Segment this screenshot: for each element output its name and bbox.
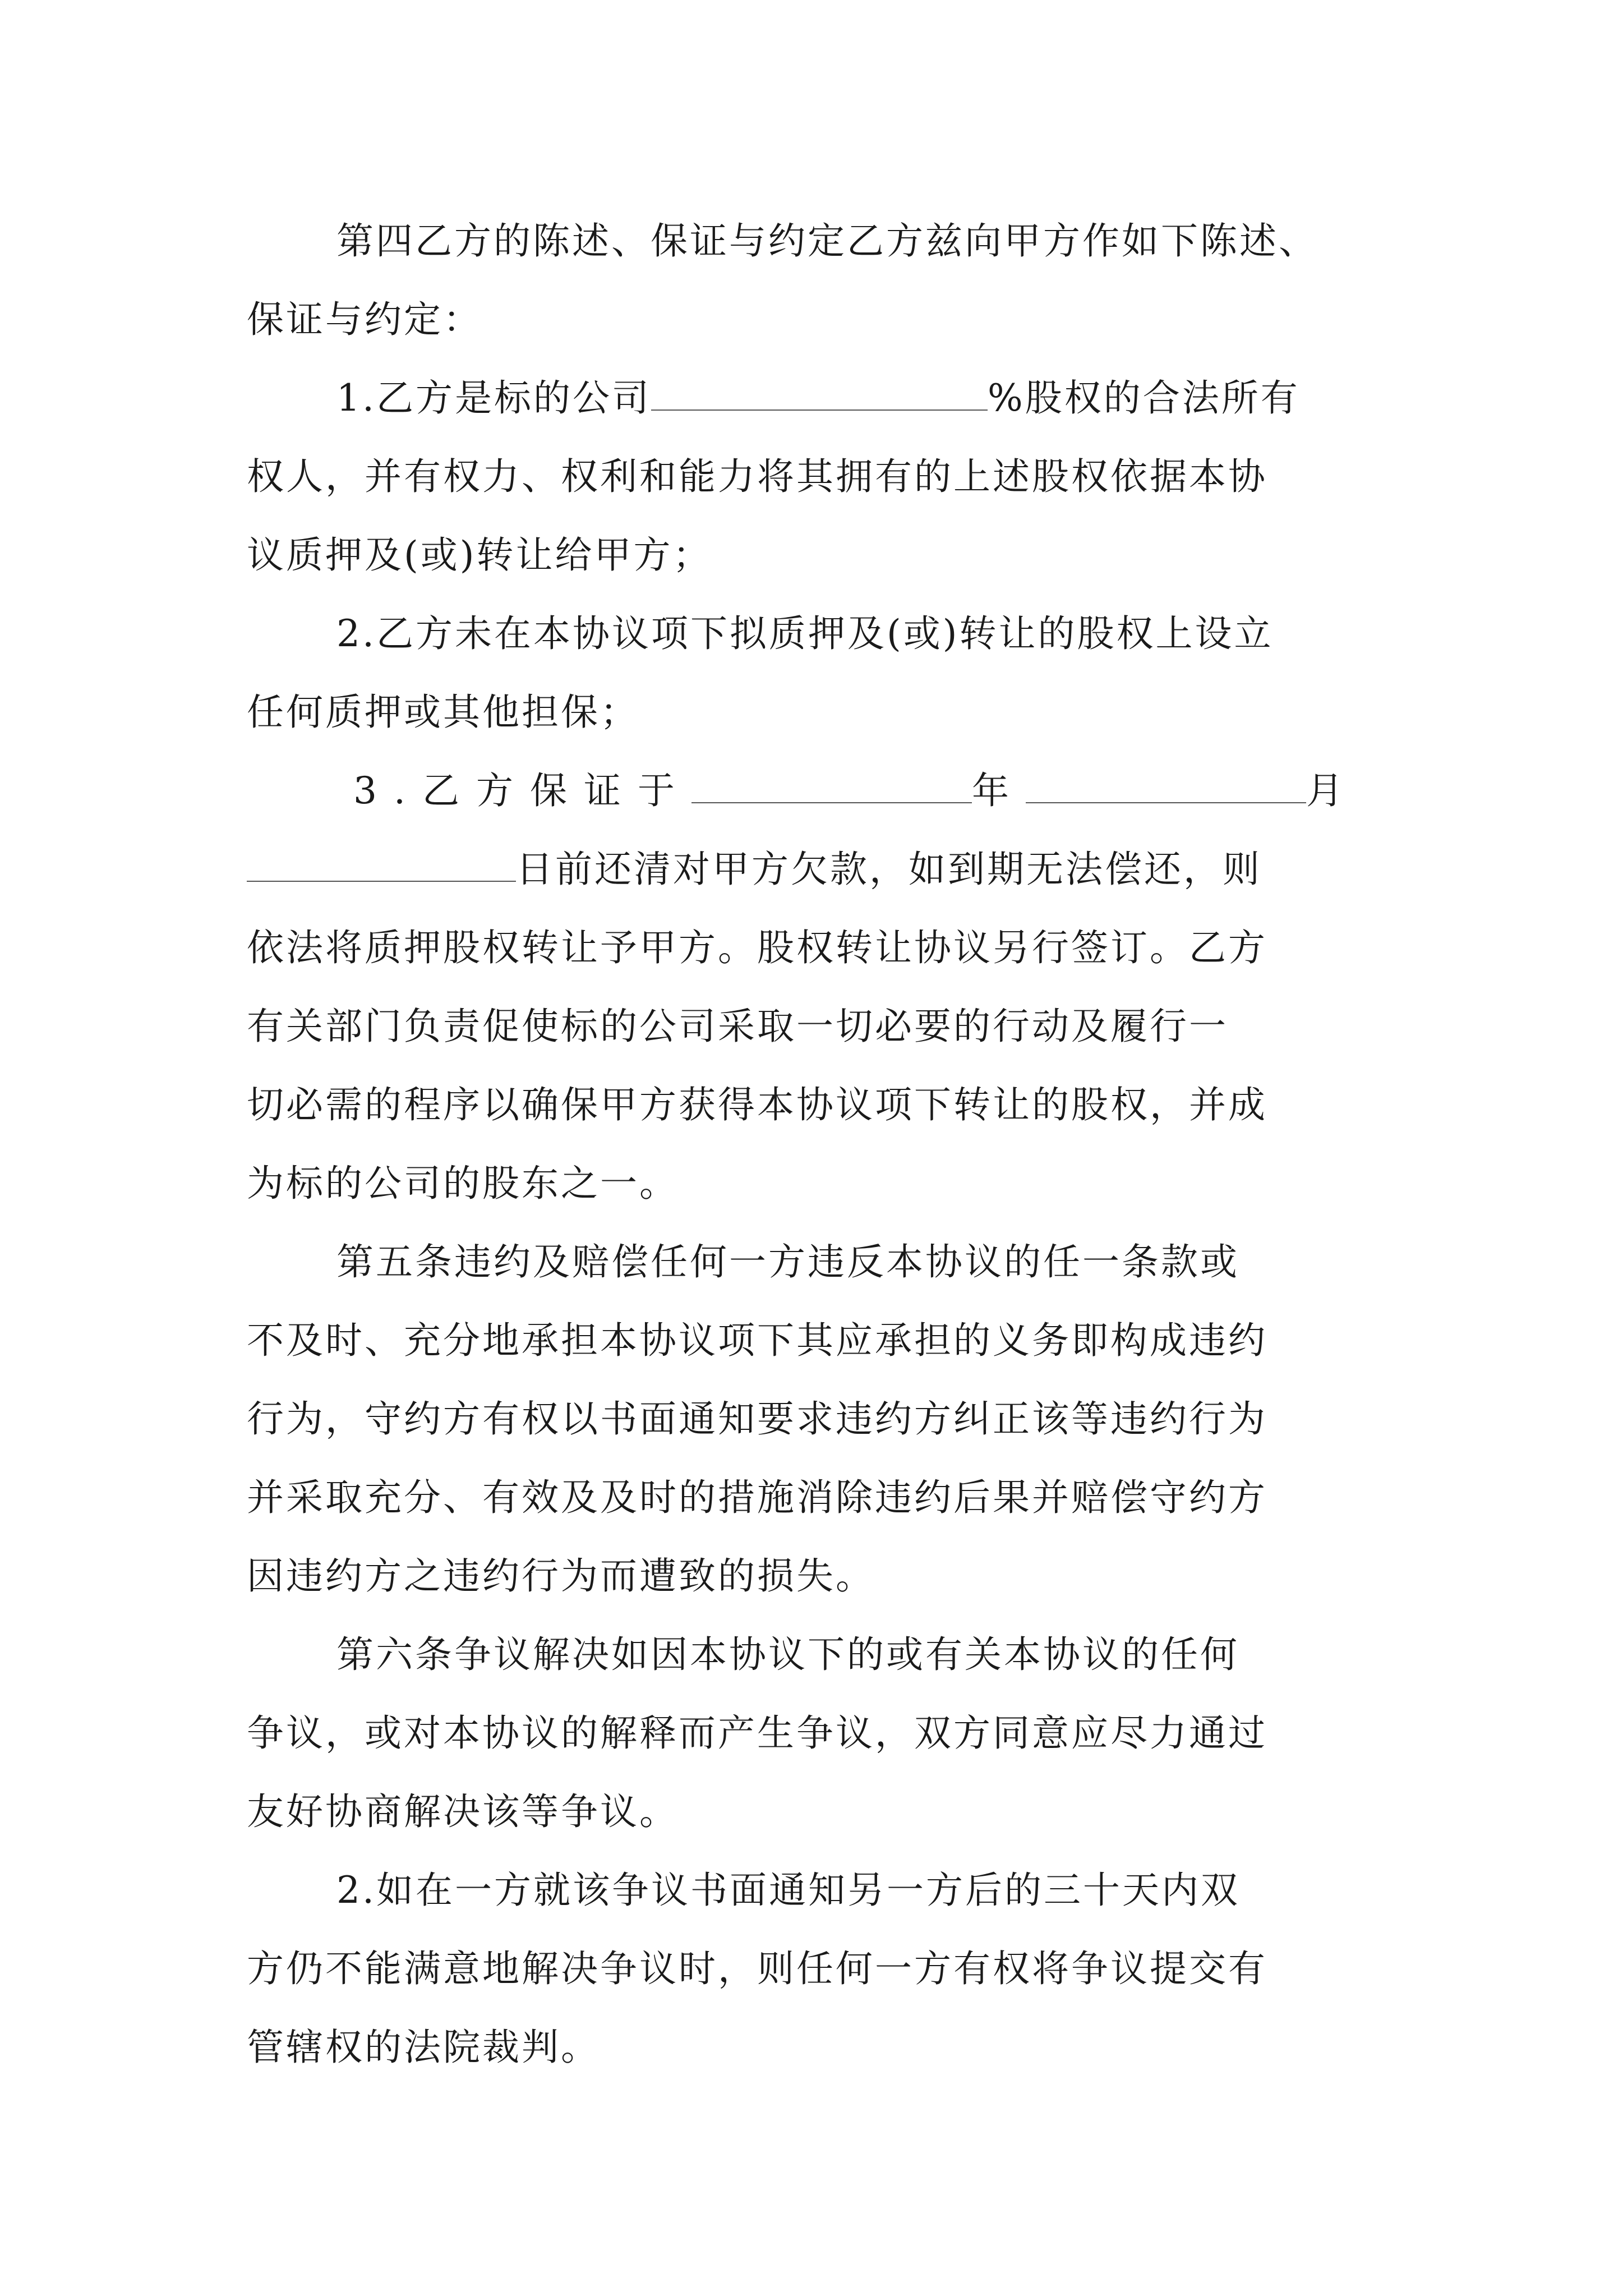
text-line — [247, 286, 1402, 353]
fill-blank-year — [691, 769, 972, 803]
text-line — [247, 522, 1402, 589]
text-line: 任何质押或其他担保； — [247, 691, 639, 734]
text-line: 第六条争议解决如因本协议下的或有关本协议的任何 — [336, 1633, 1239, 1676]
fill-blank-percentage — [651, 376, 988, 411]
text-line: 为标的公司的股东之一。 — [247, 1162, 679, 1205]
clause-2 — [336, 600, 1492, 668]
text-line: 不及时、充分地承担本协议项下其应承担的义务即构成违约 — [247, 1319, 1267, 1362]
text-line — [247, 1778, 1402, 1846]
text-line: 因违约方之违约行为而遭致的损失。 — [247, 1554, 875, 1598]
article-6-heading — [336, 1621, 1492, 1688]
fill-blank-day — [247, 847, 516, 882]
clause-3 — [353, 757, 1509, 825]
text-line: 权人，并有权力、权利和能力将其拥有的上述股权依据本协 — [247, 455, 1267, 498]
text-line — [247, 1700, 1402, 1767]
text-line: 1.乙方是标的公司 — [336, 376, 651, 420]
text-line: 议质押及(或)转让给甲方； — [247, 533, 712, 577]
text-line — [247, 1307, 1402, 1374]
text-line: 并采取充分、有效及及时的措施消除违约后果并赔偿守约方 — [247, 1476, 1267, 1519]
text-line: 方仍不能满意地解决争议时，则任何一方有权将争议提交有 — [247, 1947, 1267, 1990]
text-line: 第四乙方的陈述、保证与约定乙方兹向甲方作如下陈述、 — [336, 219, 1318, 263]
text-line: 依法将质押股权转让予甲方。股权转让协议另行签订。乙方 — [247, 926, 1267, 969]
text-line: 3.乙方保证于 — [353, 769, 691, 812]
text-line — [247, 1935, 1402, 2003]
text-line — [247, 1464, 1402, 1531]
text-line — [247, 1071, 1402, 1139]
text-line: 2.乙方未在本协议项下拟质押及(或)转让的股权上设立 — [336, 612, 1274, 655]
text-line: %股权的合法所有 — [987, 376, 1300, 420]
text-line — [247, 1150, 1402, 1217]
text-line — [247, 2014, 1402, 2081]
text-line: 月 — [1306, 769, 1360, 812]
text-line — [247, 993, 1402, 1060]
article-6-clause-2 — [336, 1857, 1492, 1924]
text-line — [247, 443, 1402, 510]
text-line: 第五条违约及赔偿任何一方违反本协议的任一条款或 — [336, 1240, 1239, 1283]
text-line: 日前还清对甲方欠款，如到期无法偿还，则 — [516, 848, 1262, 891]
text-line — [247, 836, 1402, 903]
text-line: 有关部门负责促使标的公司采取一切必要的行动及履行一 — [247, 1005, 1228, 1048]
text-line — [247, 914, 1402, 982]
text-line — [247, 1543, 1402, 1610]
fill-blank-month — [1026, 769, 1306, 803]
text-line: 争议，或对本协议的解释而产生争议，双方同意应尽力通过 — [247, 1711, 1267, 1755]
article-5-heading — [336, 1228, 1492, 1296]
text-line: 切必需的程序以确保甲方获得本协议项下转让的股权，并成 — [247, 1083, 1267, 1126]
text-line: 管辖权的法院裁判。 — [247, 2026, 600, 2069]
text-line — [247, 679, 1402, 746]
text-line — [247, 1386, 1402, 1453]
article-4-heading — [336, 208, 1492, 275]
clause-1 — [336, 365, 1492, 432]
text-line: 保证与约定： — [247, 298, 482, 341]
text-line: 2.如在一方就该争议书面通知另一方后的三十天内双 — [336, 1869, 1240, 1912]
text-line: 友好协商解决该等争议。 — [247, 1790, 679, 1833]
text-line: 年 — [971, 769, 1026, 812]
text-line: 行为，守约方有权以书面通知要求违约方纠正该等违约行为 — [247, 1397, 1267, 1441]
